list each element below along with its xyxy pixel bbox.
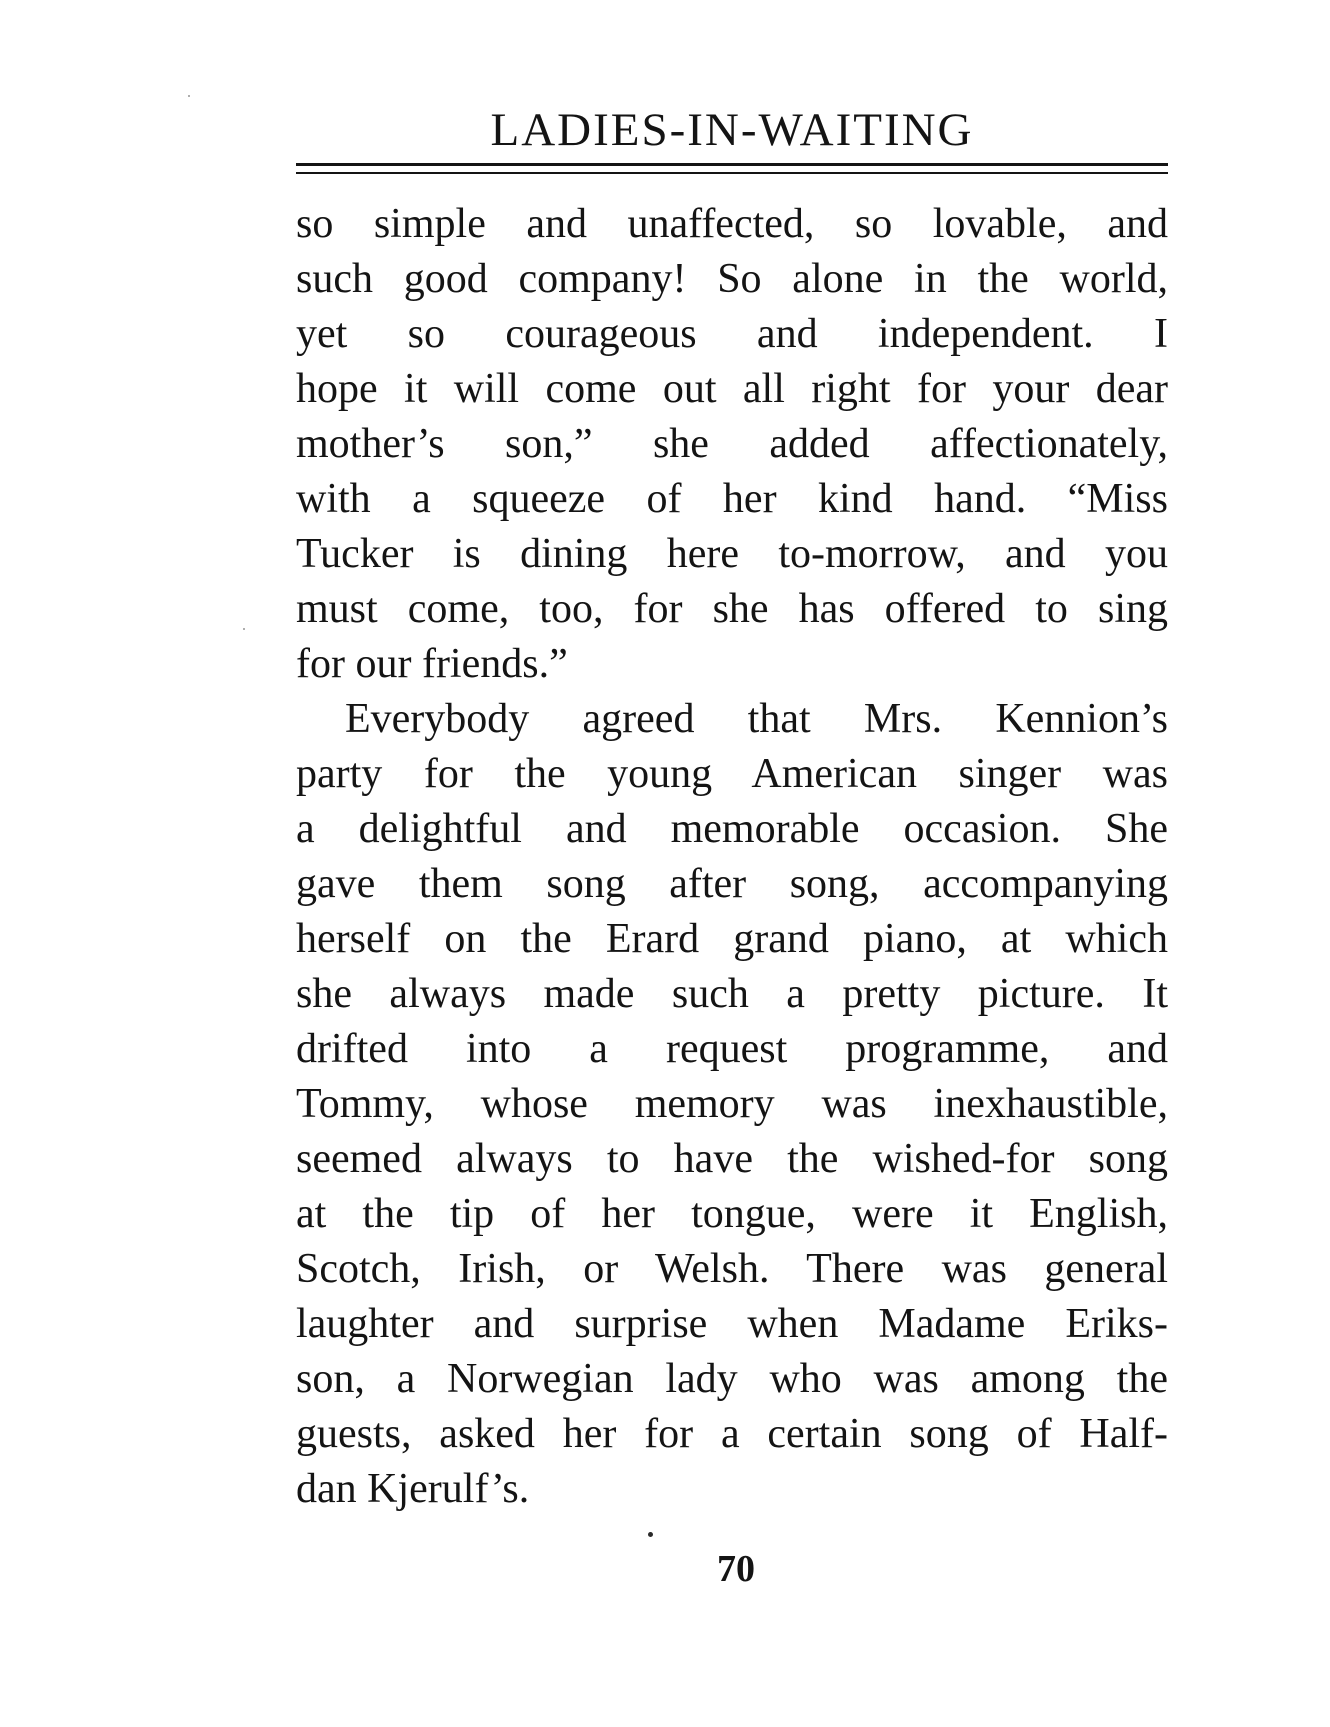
text-line: yet so courageous and independent. I <box>296 311 1168 357</box>
running-head: LADIES-IN-WAITING <box>490 104 974 156</box>
text-line: she always made such a pretty picture. It <box>296 971 1168 1017</box>
text-line: with a squeeze of her kind hand. “Miss <box>296 476 1168 522</box>
text-line: son, a Norwegian lady who was among the <box>296 1356 1168 1402</box>
print-speck <box>243 628 245 630</box>
text-line: hope it will come out all right for your dear <box>296 366 1168 412</box>
text-line: gave them song after song, accompanying <box>296 861 1168 907</box>
body-text <box>296 197 1168 1517</box>
text-line: Scotch, Irish, or Welsh. There was general <box>296 1246 1168 1292</box>
text-line: herself on the Erard grand piano, at which <box>296 916 1168 962</box>
text-line: so simple and unaffected, so lovable, and <box>296 201 1168 247</box>
text-line: drifted into a request programme, and <box>296 1026 1168 1072</box>
text-line: party for the young American singer was <box>296 751 1168 797</box>
text-line: seemed always to have the wished-for song <box>296 1136 1168 1182</box>
header-rule-thick <box>296 163 1168 166</box>
text-line: must come, too, for she has offered to sing <box>296 586 1168 632</box>
print-speck <box>188 95 190 97</box>
print-speck <box>648 1532 653 1537</box>
text-line: guests, asked her for a certain song of Half- <box>296 1411 1168 1457</box>
page-number: 70 <box>717 1548 755 1590</box>
header-rule-thin <box>296 172 1168 174</box>
text-line: Tommy, whose memory was inexhaustible, <box>296 1081 1168 1127</box>
text-line: dan Kjerulf’s. <box>296 1466 530 1512</box>
text-line: mother’s son,” she added affectionately, <box>296 421 1168 467</box>
text-line: Tucker is dining here to-morrow, and you <box>296 531 1168 577</box>
text-line: such good company! So alone in the world, <box>296 256 1168 302</box>
text-line: a delightful and memorable occasion. She <box>296 806 1168 852</box>
text-line: for our friends.” <box>296 641 568 687</box>
text-line: at the tip of her tongue, were it English, <box>296 1191 1168 1237</box>
text-line: Everybody agreed that Mrs. Kennion’s <box>345 696 1168 742</box>
text-line: laughter and surprise when Madame Eriks- <box>296 1301 1168 1347</box>
